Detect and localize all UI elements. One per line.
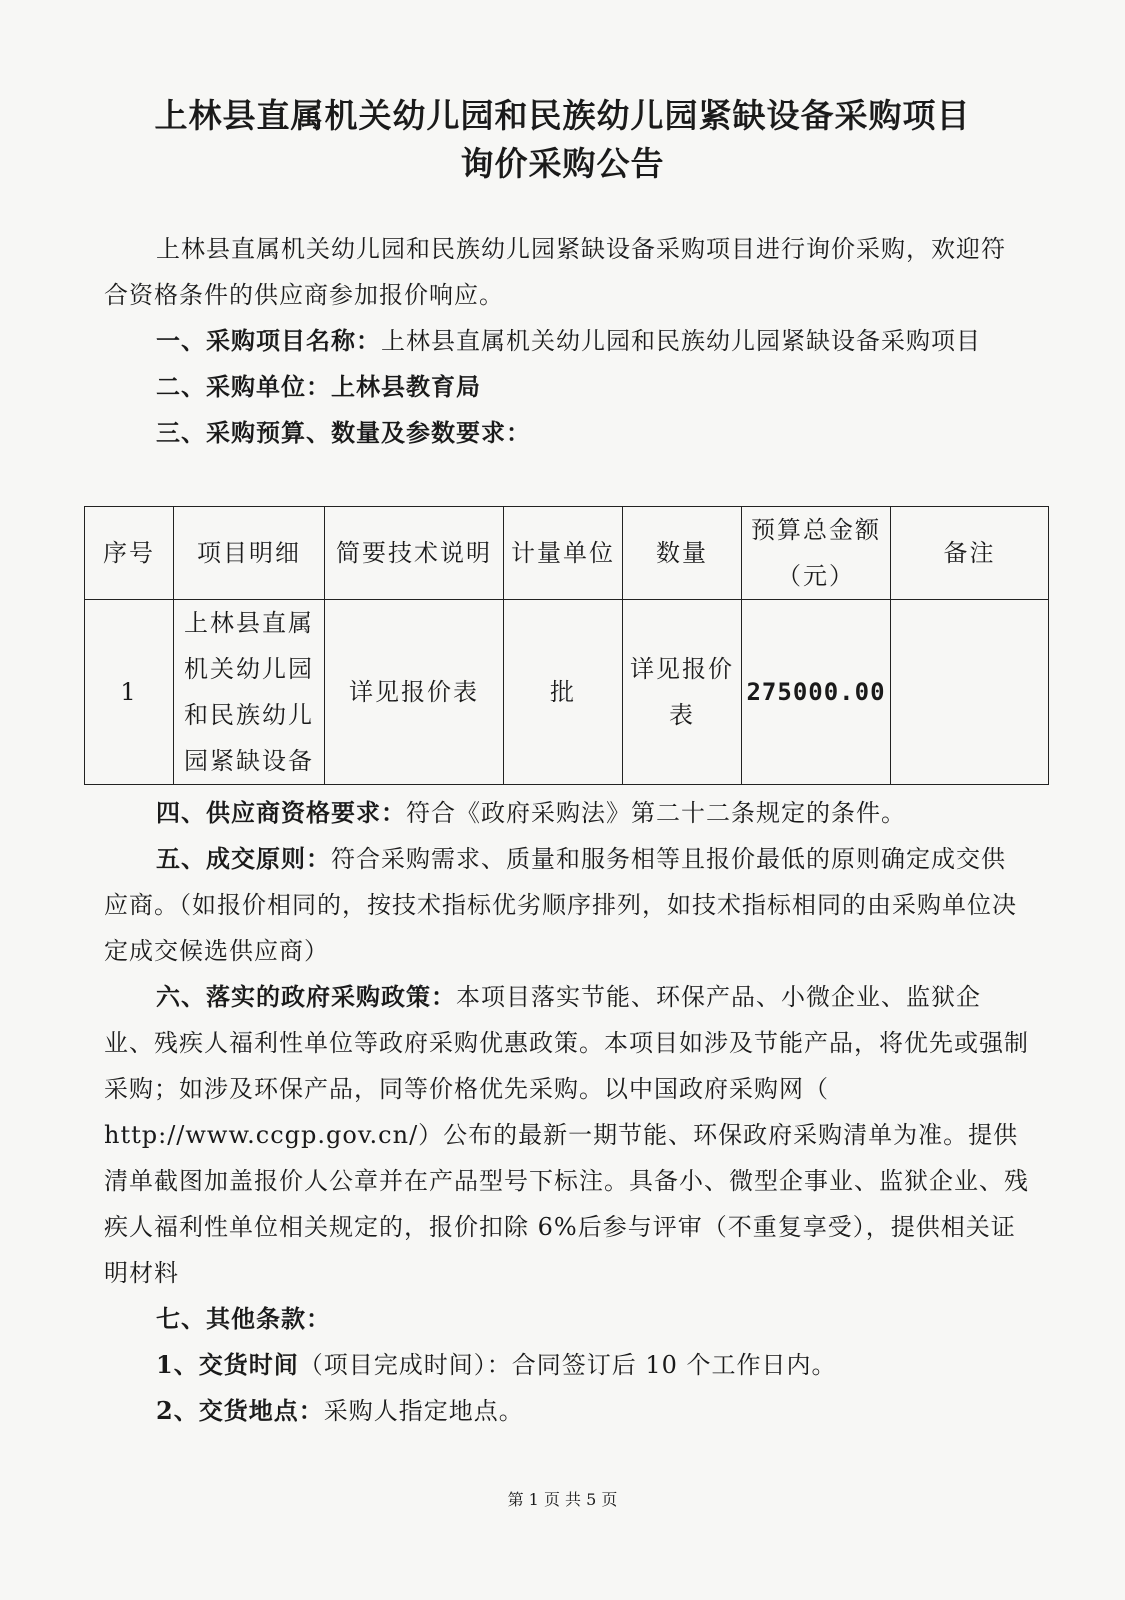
lower-body bbox=[104, 790, 1030, 1434]
section-7: 七、其他条款： bbox=[156, 1304, 331, 1333]
cell-qty: 详见报价表 bbox=[623, 600, 742, 785]
section-4-text: 符合《政府采购法》第二十二条规定的条件。 bbox=[406, 799, 906, 827]
cell-desc: 详见报价表 bbox=[325, 600, 504, 785]
section-5-text: 符合采购需求、质量和服务相等且报价最低的原则确定成交供应商。（如报价相同的，按技术指标优劣顺序排列，如技术指标相同的由采购单位决定成交候选供应商） bbox=[104, 845, 1017, 965]
section-5-label: 五、成交原则： bbox=[156, 844, 331, 873]
table-header-row bbox=[85, 507, 1049, 600]
intro-paragraph: 上林县直属机关幼儿园和民族幼儿园紧缺设备采购项目进行询价采购，欢迎符合资格条件的供应商参加报价响应。 bbox=[104, 235, 1006, 309]
cell-unit: 批 bbox=[504, 600, 623, 785]
clause-2-text: 采购人指定地点。 bbox=[323, 1397, 524, 1425]
section-1-label: 一、采购项目名称： bbox=[156, 326, 381, 355]
page-footer: 第 1 页 共 5 页 bbox=[507, 1490, 618, 1509]
cell-no: 1 bbox=[85, 600, 174, 785]
section-6-text: 本项目落实节能、环保产品、小微企业、监狱企业、残疾人福利性单位等政府采购优惠政策。本项目如涉及节能产品，将优先或强制采购；如涉及环保产品，同等价格优先采购。以中国政府采购网（ http://www.ccgp.gov.cn/）公布的最新一期节能、环保政府采购清单为准。提供清单截图加盖报价人公章并在产品型号下标注。具备小、微型企事业、监狱企业、残疾人福利性单位相关规定的，报价扣除 6%后参与评审（不重复享受），提供相关证明材料 bbox=[104, 983, 1029, 1287]
document-title bbox=[0, 92, 1125, 188]
clause-1 bbox=[104, 1342, 1030, 1388]
section-2: 二、采购单位：上林县教育局 bbox=[156, 372, 481, 401]
section-1-text: 上林县直属机关幼儿园和民族幼儿园紧缺设备采购项目 bbox=[381, 327, 981, 355]
clause-2-label: 2、交货地点： bbox=[156, 1396, 324, 1425]
budget-table bbox=[84, 506, 1049, 785]
cell-amount: 275000.00 bbox=[742, 600, 891, 785]
title-line-1: 上林县直属机关幼儿园和民族幼儿园紧缺设备采购项目 bbox=[154, 96, 971, 135]
header-cell: 备注 bbox=[891, 507, 1049, 600]
header-cell: 计量单位 bbox=[504, 507, 623, 600]
section-1 bbox=[104, 318, 1030, 364]
section-4-label: 四、供应商资格要求： bbox=[156, 798, 406, 827]
cell-note bbox=[891, 600, 1049, 785]
clause-1-label: 1、交货时间 bbox=[156, 1350, 299, 1379]
upper-body bbox=[104, 226, 1030, 456]
section-6 bbox=[104, 974, 1030, 1296]
clause-2 bbox=[104, 1388, 1030, 1434]
header-cell: 简要技术说明 bbox=[325, 507, 504, 600]
header-cell: 数量 bbox=[623, 507, 742, 600]
section-3: 三、采购预算、数量及参数要求： bbox=[156, 418, 531, 447]
title-line-2: 询价采购公告 bbox=[460, 144, 665, 183]
cell-item: 上林县直属机关幼儿园和民族幼儿园紧缺设备 bbox=[174, 600, 325, 785]
header-cell: 预算总金额（元） bbox=[742, 507, 891, 600]
header-cell: 项目明细 bbox=[174, 507, 325, 600]
clause-1-text: （项目完成时间）：合同签订后 10 个工作日内。 bbox=[298, 1351, 837, 1379]
section-5 bbox=[104, 836, 1030, 974]
table-row bbox=[85, 600, 1049, 785]
header-cell: 序号 bbox=[85, 507, 174, 600]
section-4 bbox=[104, 790, 1030, 836]
section-6-label: 六、落实的政府采购政策： bbox=[156, 982, 456, 1011]
